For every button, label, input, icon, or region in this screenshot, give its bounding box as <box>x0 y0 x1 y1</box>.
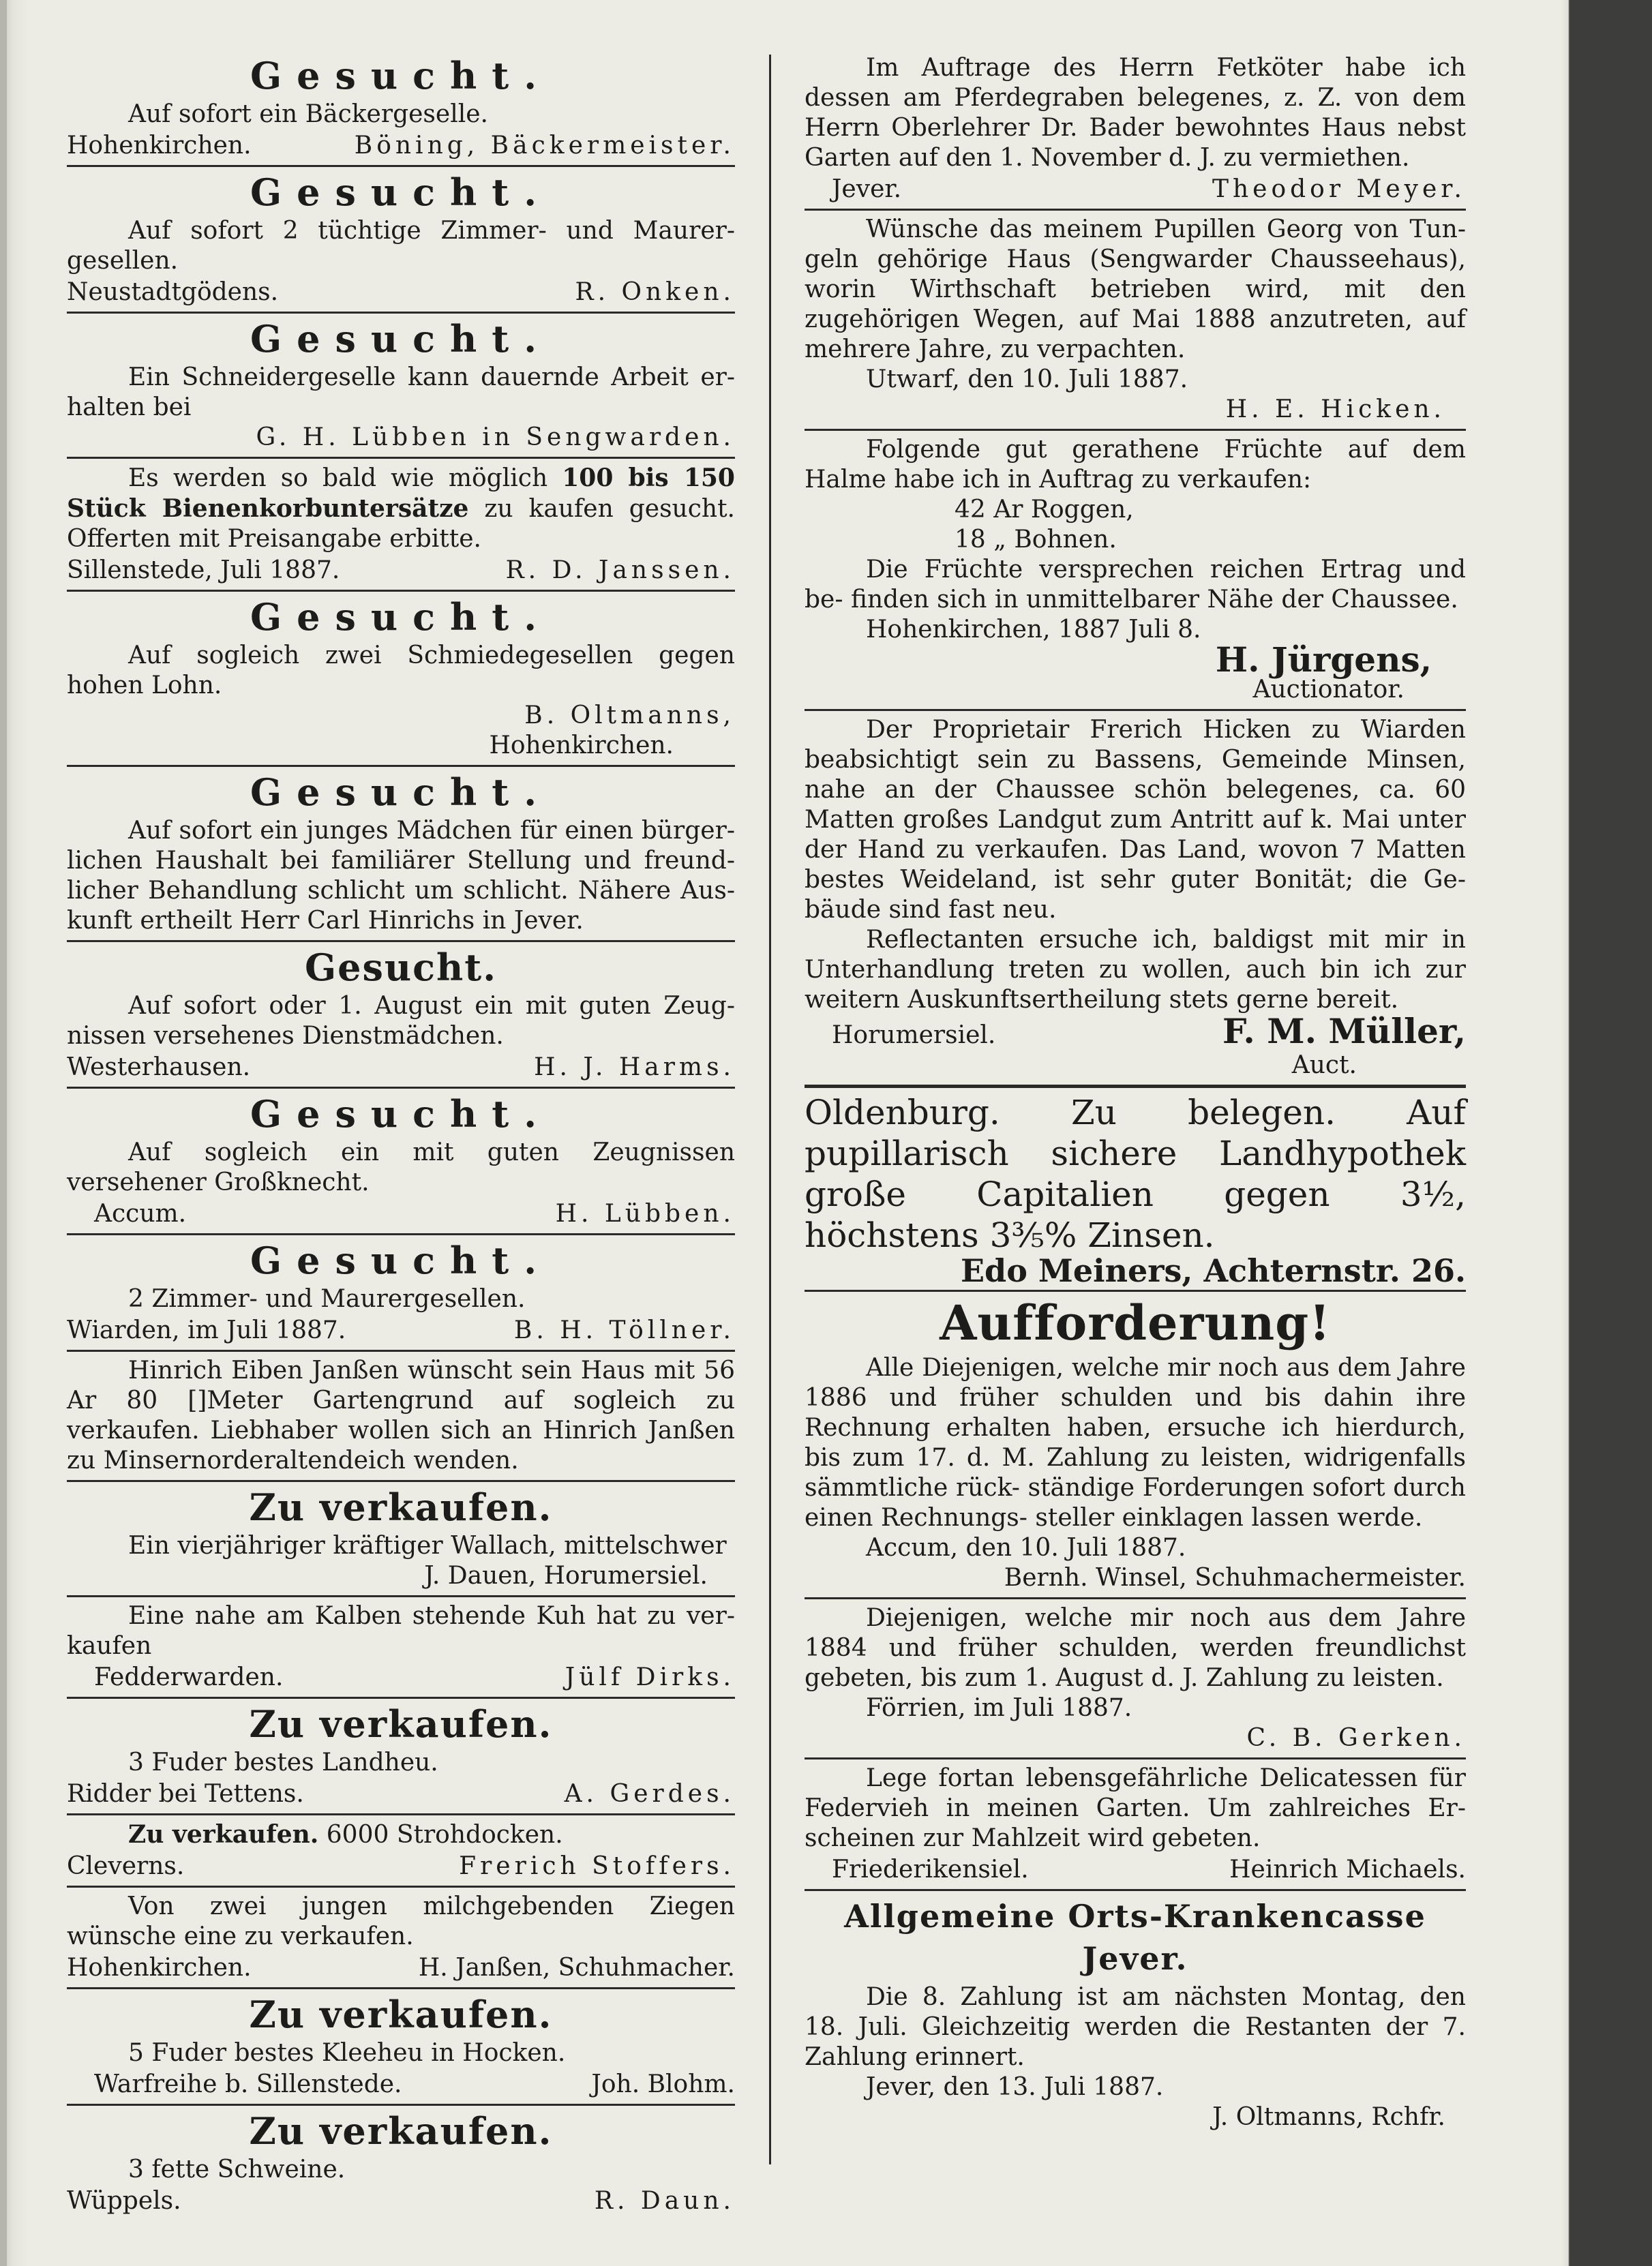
ad-text: Diejenigen, welche mir noch aus dem Jahre 1884 und früher schulden, werden freundlichst gebeten, bis zum 1. August d. J. Zahlung zu leisten. <box>805 1604 1466 1692</box>
ad-text: Zu verkaufen. 6000 Strohdocken. <box>128 1820 563 1849</box>
ad-text: Auf sofort oder 1. August ein mit guten Zeug- nissen versehenes Dienstmädchen. <box>67 992 735 1050</box>
ad-place: Jever, den 13. Juli 1887. <box>866 2073 1164 2101</box>
ad-signature: Jever. Theodor Meyer. <box>832 175 1466 203</box>
ad-signature: Westerhausen. H. J. Harms. <box>67 1053 735 1081</box>
ad-text: Die Früchte versprechen reichen Ertrag und be- finden sich in unmittelbarer Nähe der Chaussee. <box>805 556 1466 614</box>
ad-text: Von zwei jungen milchgebenden Ziegen wünsche eine zu verkaufen. <box>67 1892 735 1950</box>
ad-place: Förrien, im Juli 1887. <box>866 1694 1132 1722</box>
ad-signature: H. Jürgens, <box>1215 639 1432 680</box>
ad-michaels <box>805 1764 1466 1891</box>
ad-text: Folgende gut gerathene Früchte auf dem Halme habe ich in Auftrag zu verkaufen: <box>805 436 1466 494</box>
ad-heading: Zu verkaufen. <box>249 1485 553 1529</box>
ad-schmiedegesellen <box>67 596 735 767</box>
ad-landgut <box>805 715 1466 1088</box>
ad-text: 3 Fuder bestes Landheu. <box>128 1749 438 1777</box>
ad-verpachten <box>805 215 1466 431</box>
ad-text: Die 8. Zahlung ist am nächsten Montag, den 18. Juli. Gleichzeitig werden die Restanten der 7. Zahlung erinnert. <box>805 1983 1466 2071</box>
ad-heading: Allgemeine Orts-Krankencasse Jever. <box>844 1898 1426 1977</box>
ad-signature: Cleverns. Frerich Stoffers. <box>67 1852 735 1880</box>
ad-text: 2 Zimmer- und Maurergesellen. <box>128 1285 526 1313</box>
ad-haus-janssen <box>67 1356 735 1482</box>
ad-place: Utwarf, den 10. Juli 1887. <box>866 365 1188 393</box>
ad-heading: Aufforderung! <box>940 1295 1331 1351</box>
ad-signature: Ridder bei Tettens. A. Gerdes. <box>67 1780 735 1808</box>
ad-krankencasse <box>805 1895 1466 2136</box>
ad-signature: H. E. Hicken. <box>1225 395 1445 423</box>
ad-maedchen <box>67 771 735 942</box>
column-divider <box>769 55 771 2164</box>
ad-item: 42 Ar Roggen, <box>955 496 1134 524</box>
ad-ziegen <box>67 1892 735 1989</box>
ad-schneidergeselle <box>67 318 735 459</box>
ad-heading: Gesucht. <box>250 770 552 814</box>
ad-text: Auf sogleich ein mit guten Zeugnissen versehener Großknecht. <box>67 1138 735 1196</box>
ad-heading: Gesucht. <box>250 54 552 97</box>
ad-signature-title: Auct. <box>1291 1051 1357 1079</box>
ad-text: Auf sogleich zwei Schmiedegesellen gegen hohen Lohn. <box>67 641 735 699</box>
ad-heading: Gesucht. <box>250 317 552 361</box>
ad-text: Eine nahe am Kalben stehende Kuh hat zu ver- kaufen <box>67 1602 735 1660</box>
ad-kleeheu <box>67 1993 735 2106</box>
ad-strohdocken <box>67 1819 735 1888</box>
ad-fruechte <box>805 435 1466 711</box>
ad-place: Hohenkirchen, 1887 Juli 8. <box>866 616 1201 644</box>
ad-signature: Fedderwarden. Jülf Dirks. <box>94 1663 735 1691</box>
ad-signature: Friederikensiel. Heinrich Michaels. <box>832 1856 1466 1884</box>
ad-signature: J. Oltmanns, Rchfr. <box>1212 2103 1445 2131</box>
ad-gerken <box>805 1603 1466 1759</box>
ad-signature: Wüppels. R. Daun. <box>67 2187 735 2215</box>
ad-heading: Gesucht. <box>250 1092 552 1136</box>
ad-signature: Edo Meiners, Achternstr. 26. <box>960 1252 1466 1289</box>
ad-heading: Zu verkaufen. <box>249 1702 553 1746</box>
ad-baeckergeselle <box>67 55 735 167</box>
ad-signature: Sillenstede, Juli 1887. R. D. Janssen. <box>67 556 735 584</box>
ad-text: 5 Fuder bestes Kleeheu in Hocken. <box>128 2039 566 2067</box>
ad-text: Der Proprietair Frerich Hicken zu Wiarden beabsichtigt sein zu Bassens, Gemeinde Minsen, nahe an der Chaussee schön belegenes, ca. 60 Matten großes Landgut zum Antritt auf k. Mai unter der Hand zu verkaufen. Das Land, wovon 7 Matten bestes Weideland, ist sehr guter Bonität; die Ge- bäude sind fast neu. <box>805 716 1466 924</box>
ad-text: Auf sofort ein junges Mädchen für einen bürger- lichen Haushalt bei familiärer Stellung und freund- licher Behandlung schlicht um schlicht. Nähere Aus- kunft ertheilt Herr Carl Hinrichs in Jever. <box>67 817 735 935</box>
ad-place: Accum, den 10. Juli 1887. <box>866 1534 1186 1562</box>
ad-signature: C. B. Gerken. <box>1246 1724 1466 1752</box>
ad-signature: Warfreihe b. Sillenstede. Joh. Blohm. <box>94 2070 735 2098</box>
ad-heading: Zu verkaufen. <box>249 2109 553 2153</box>
ad-text: 3 fette Schweine. <box>128 2156 346 2184</box>
ad-text: Alle Diejenigen, welche mir noch aus dem Jahre 1886 und früher schulden und bis dahin ihre Rechnung erhalten haben, ersuche ich hierdurch, bis zum 17. d. M. Zahlung zu leisten, widrigenfalls sämmtliche rück- ständige Forderungen sofort durch einen Rechnungs- steller einklagen lassen werde. <box>805 1354 1466 1532</box>
ad-heading: Gesucht. <box>250 170 552 214</box>
ad-text: Ein vierjähriger kräftiger Wallach, mittelschwer <box>128 1532 727 1560</box>
ad-text: Auf sofort ein Bäckergeselle. <box>128 100 488 128</box>
ad-signature: Accum. H. Lübben. <box>94 1200 735 1228</box>
ad-heading: Gesucht. <box>304 946 498 989</box>
ad-signature-title: Auctionator. <box>1252 676 1405 704</box>
ad-signature: B. Oltmanns, <box>524 701 735 729</box>
page-edge <box>0 0 7 2266</box>
ad-heading: Gesucht. <box>250 595 552 639</box>
ad-wallach <box>67 1486 735 1597</box>
ad-text: Reflectanten ersuche ich, baldigst mit mir in Unterhandlung treten zu wollen, auch bin ich zur weitern Auskunftsertheilung stets gerne bereit. <box>805 926 1466 1014</box>
ad-text: Lege fortan lebensgefährliche Delicatessen für Federvieh in meinen Garten. Um zahlreiches Er- scheinen zur Mahlzeit wird gebeten. <box>805 1764 1466 1852</box>
ad-text: Im Auftrage des Herrn Fetköter habe ich dessen am Pferdegraben belegenes, z. Z. von dem Herrn Oberlehrer Dr. Bader bewohntes Haus nebst Garten auf den 1. November d. J. zu vermiethen. <box>805 54 1466 172</box>
ad-text: Hinrich Eiben Janßen wünscht sein Haus mit 56 Ar 80 []Meter Gartengrund auf sogleich zu verkaufen. Liebhaber wollen sich an Hinrich Janßen zu Minsernorderaltendeich wenden. <box>67 1357 735 1475</box>
ad-signature: Bernh. Winsel, Schuhmachermeister. <box>1004 1564 1466 1592</box>
ad-text: Ein Schneidergeselle kann dauernde Arbeit er- halten bei <box>67 363 735 421</box>
ad-signature-place: Hohenkirchen. <box>489 731 674 759</box>
ad-aufforderung <box>805 1296 1466 1599</box>
ad-vermiethen <box>805 53 1466 211</box>
ad-text: Wünsche das meinem Pupillen Georg von Tun- geln gehörige Haus (Sengwarder Chausseehaus), worin Wirthschaft betrieben wird, mit den zugehörigen Wegen, auf Mai 1888 anzutreten, auf mehrere Jahre, zu verpachten. <box>805 215 1466 363</box>
ad-bienenkorb <box>67 463 735 592</box>
ad-signature: Neustadtgödens. R. Onken. <box>67 278 735 306</box>
ad-landheu <box>67 1703 735 1815</box>
ad-signature: Wiarden, im Juli 1887. B. H. Töllner. <box>67 1316 735 1344</box>
right-column <box>805 53 1466 2141</box>
ad-text: Oldenburg. Zu belegen. Auf pupillarisch sichere Landhypothek große Capitalien gegen 3½, höchstens 3⅗% Zinsen. <box>805 1093 1466 1255</box>
ad-heading: Gesucht. <box>250 1239 552 1282</box>
ad-text: Es werden so bald wie möglich 100 bis 150 Stück Bienenkorbuntersätze zu kaufen gesucht. Offerten mit Preisangabe erbitte. <box>67 464 735 553</box>
ad-signature: J. Dauen, Horumersiel. <box>424 1562 708 1590</box>
ad-item: 18 „ Bohnen. <box>955 526 1117 554</box>
ad-text: Auf sofort 2 tüchtige Zimmer- und Maurer- gesellen. <box>67 217 735 275</box>
ad-oldenburg <box>805 1092 1466 1292</box>
ad-signature: Hohenkirchen. Böning, Bäckermeister. <box>67 132 735 160</box>
ad-maurergesellen <box>67 1239 735 1352</box>
left-column <box>67 53 735 2224</box>
ad-kuh <box>67 1601 735 1699</box>
ad-signature: Hohenkirchen. H. Janßen, Schuhmacher. <box>67 1954 735 1982</box>
ad-schweine <box>67 2110 735 2220</box>
ad-grossknecht <box>67 1093 735 1235</box>
ad-zimmergesellen <box>67 171 735 314</box>
ad-signature: Horumersiel. F. M. Müller, <box>832 1011 1466 1051</box>
ad-dienstmaedchen <box>67 946 735 1089</box>
ad-signature: G. H. Lübben in Sengwarden. <box>256 423 735 451</box>
ad-heading: Zu verkaufen. <box>249 1993 553 2036</box>
